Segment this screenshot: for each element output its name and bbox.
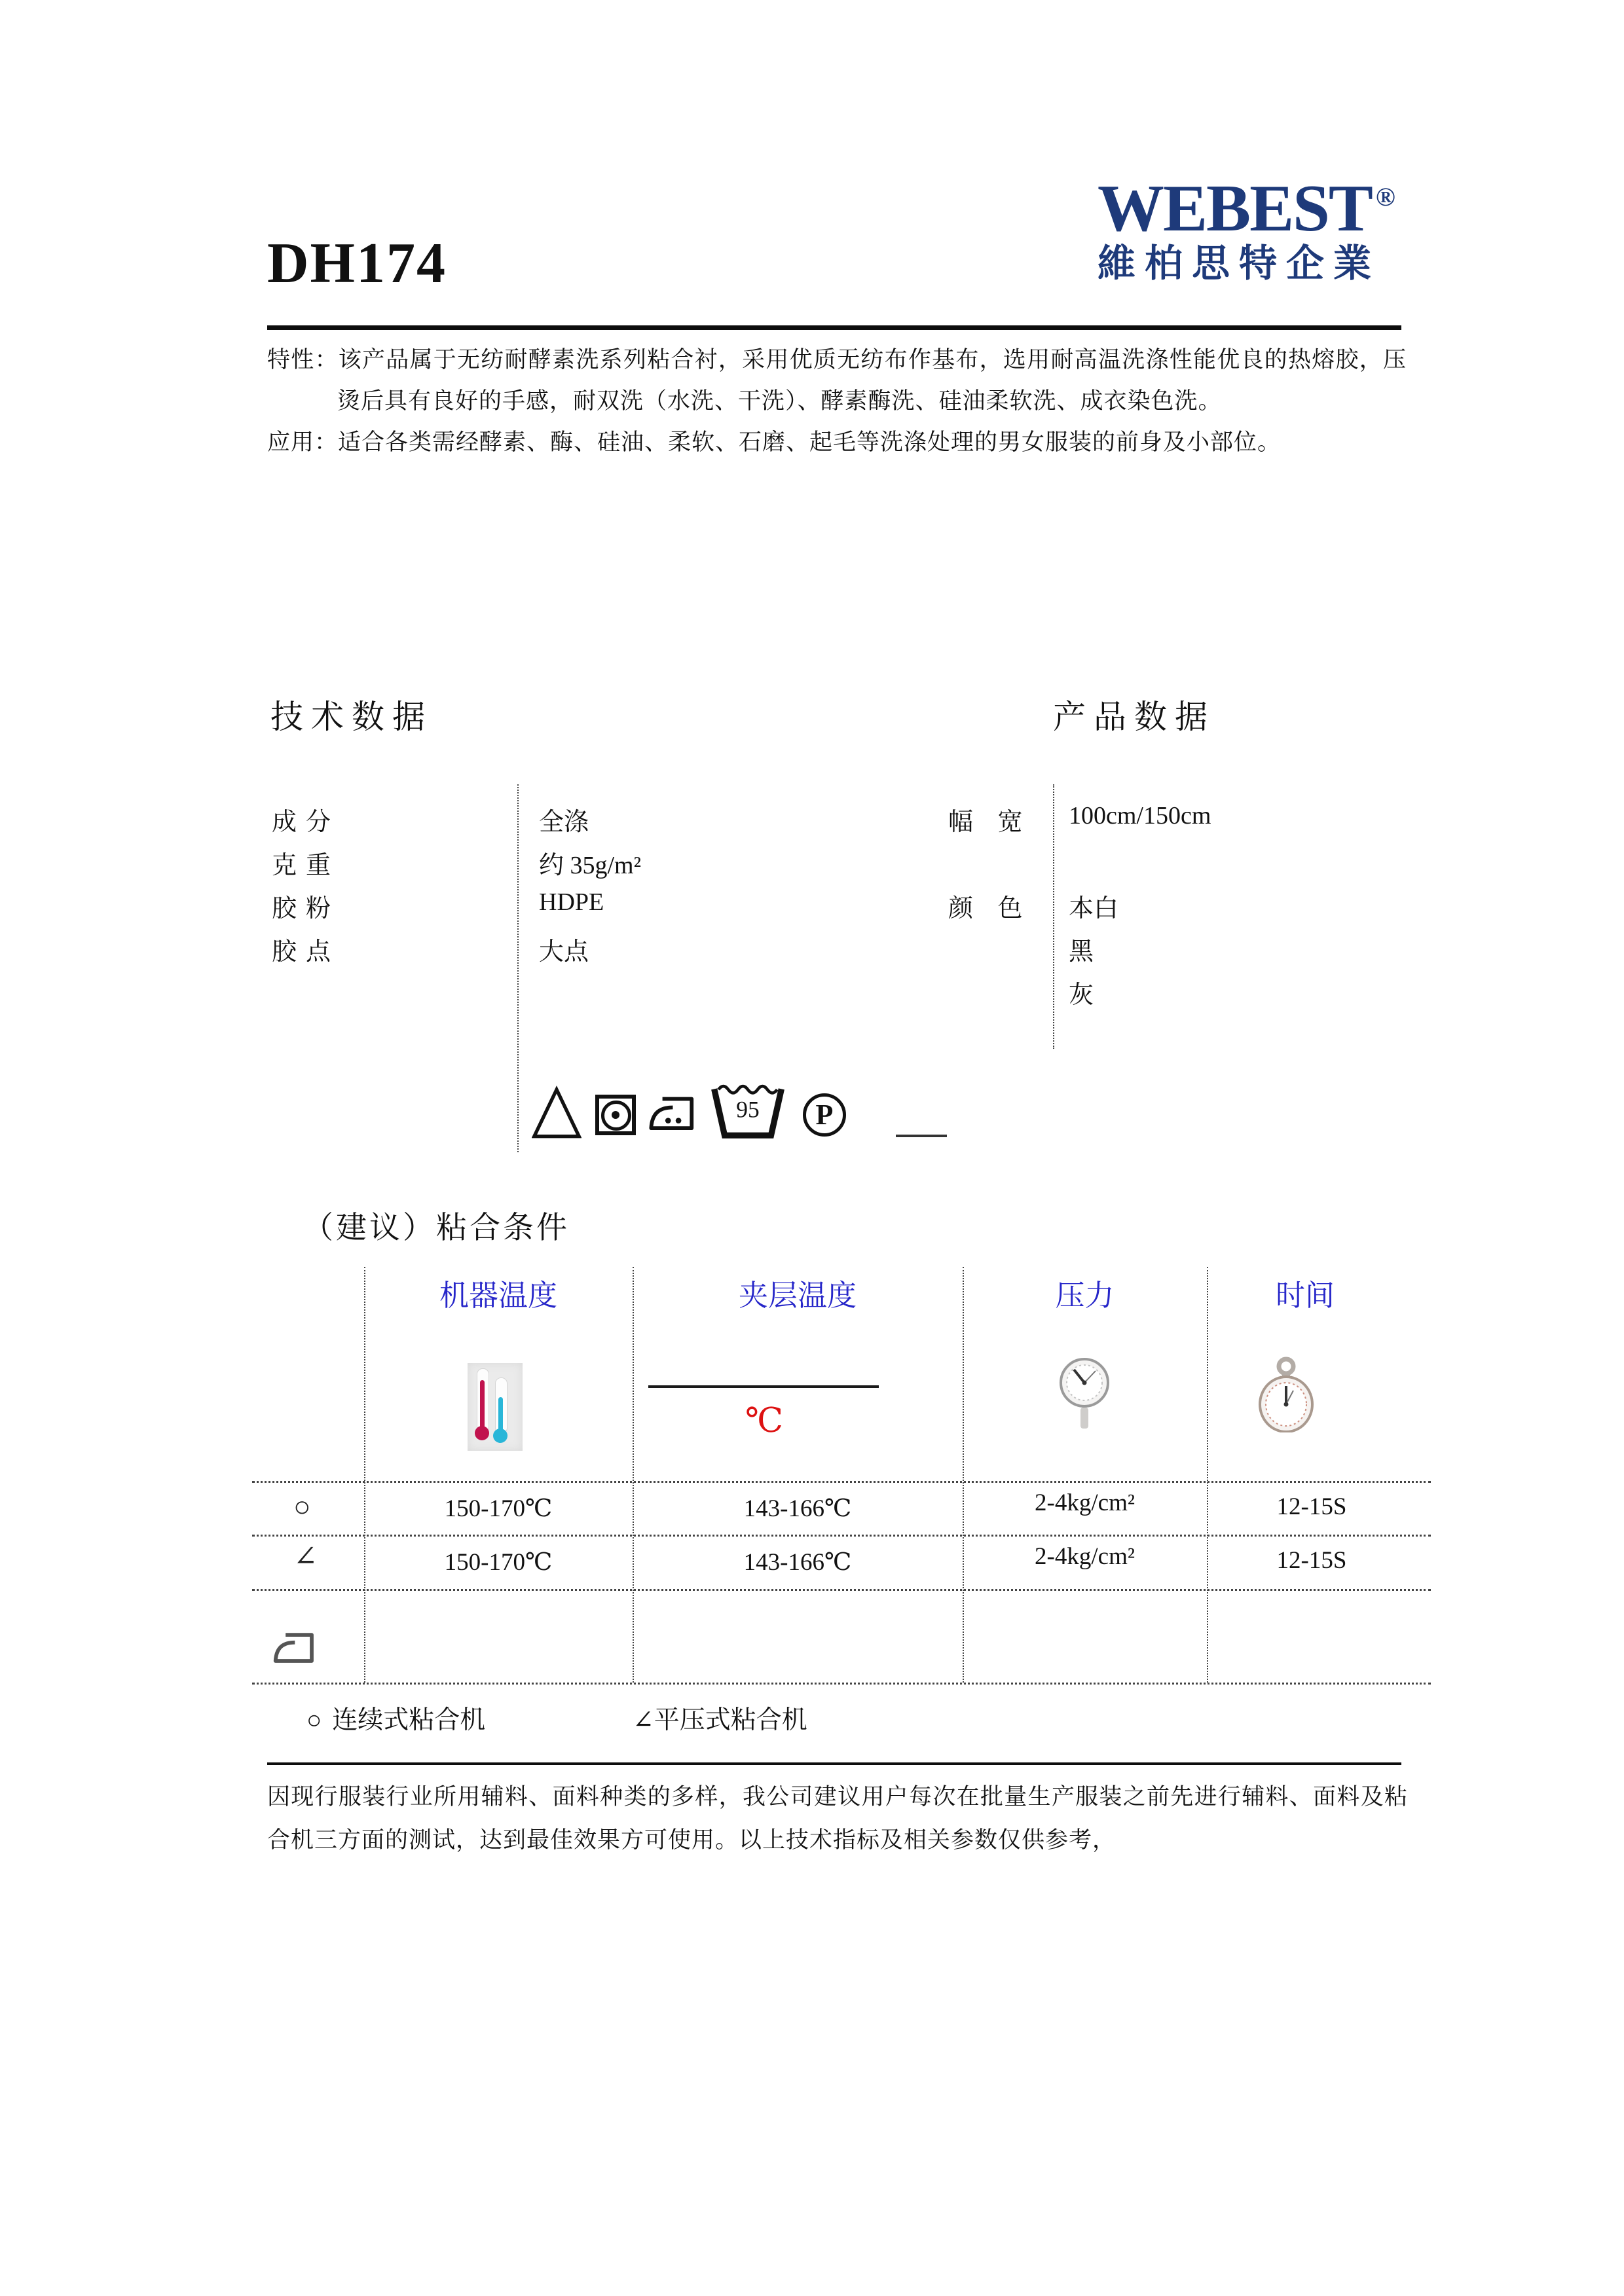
spec-label-dot: 胶点 — [272, 938, 341, 966]
product-code-title: DH174 — [267, 232, 447, 295]
header-divider — [267, 325, 1401, 330]
col-head-machine-temp: 机器温度 — [439, 1279, 557, 1312]
bonding-col-divider-4 — [1207, 1267, 1208, 1683]
bonding-col-divider-1 — [364, 1267, 365, 1683]
layer-temp-line — [648, 1385, 879, 1388]
spec-label-weight: 克重 — [272, 852, 341, 879]
legend-continuous-label: 连续式粘合机 — [332, 1706, 486, 1734]
col-head-pressure: 压力 — [1055, 1279, 1115, 1312]
spec-label-adhesive: 胶粉 — [272, 895, 341, 922]
legend-circle-symbol: ○ — [306, 1706, 322, 1734]
iron-row-icon — [272, 1631, 316, 1667]
spec-value-color-black: 黑 — [1069, 938, 1094, 966]
row1-layer-temp: 143-166℃ — [743, 1495, 852, 1522]
spec-value-composition: 全涤 — [539, 809, 589, 836]
legend-flat-press-machine — [633, 1700, 807, 1736]
bonding-col-divider-3 — [963, 1267, 964, 1683]
pressure-gauge-icon — [1058, 1357, 1111, 1434]
spec-value-adhesive: HDPE — [539, 888, 604, 916]
bonding-conditions-heading: （建议）粘合条件 — [303, 1211, 570, 1245]
bonding-row-divider-3 — [252, 1589, 1431, 1591]
bonding-row-divider-1 — [252, 1481, 1431, 1483]
application-paragraph: 应用：适合各类需经酵素、酶、硅油、柔软、石磨、起毛等洗涤处理的男女服装的前身及小部位。 — [267, 429, 1282, 455]
row1-machine-type-symbol: ○ — [293, 1491, 311, 1523]
row1-time: 12-15S — [1276, 1493, 1347, 1520]
dry-flat-line-mark — [896, 1135, 947, 1137]
footer-divider — [267, 1762, 1401, 1765]
thermometer-photo-icon — [468, 1363, 523, 1451]
row2-machine-temp: 150-170℃ — [444, 1549, 553, 1576]
spec-label-width: 幅 宽 — [948, 809, 1032, 836]
spec-value-width: 100cm/150cm — [1069, 802, 1211, 829]
wash-95-icon — [711, 1080, 784, 1140]
spec-value-color-natural: 本白 — [1069, 895, 1119, 922]
disclaimer-paragraph: 因现行服装行业所用辅料、面料种类的多样，我公司建议用户每次在批量生产服装之前先进行辅料、面料及粘合机三方面的测试，达到最佳效果方可使用。以上技术指标及相关参数仅供参考， — [267, 1784, 1408, 1853]
technical-data-heading: 技术数据 — [270, 699, 433, 735]
iron-care-icon — [648, 1095, 695, 1135]
product-data-heading: 产品数据 — [1053, 699, 1215, 735]
spec-label-color: 颜 色 — [948, 895, 1032, 922]
bonding-row-divider-2 — [252, 1535, 1431, 1537]
row2-layer-temp: 143-166℃ — [743, 1549, 852, 1576]
row2-machine-type-symbol: ∠ — [293, 1540, 318, 1573]
row2-time: 12-15S — [1276, 1547, 1347, 1574]
thermometer-red-bulb — [475, 1426, 489, 1440]
product-spec-divider — [1053, 784, 1054, 1049]
celsius-symbol: ℃ — [745, 1402, 784, 1440]
row2-pressure: 2-4kg/cm² — [1035, 1543, 1135, 1570]
spec-label-composition: 成分 — [272, 809, 341, 836]
col-head-time: 时间 — [1275, 1279, 1335, 1312]
tumble-dry-icon — [595, 1095, 636, 1135]
tech-spec-divider — [517, 784, 519, 1152]
spec-value-color-grey: 灰 — [1069, 981, 1094, 1009]
bonding-col-divider-2 — [633, 1267, 634, 1683]
logo-chinese-name: 維柏思特企業 — [1098, 242, 1381, 285]
bleach-triangle-icon — [532, 1085, 581, 1140]
logo-wordmark-text: WEBEST — [1098, 172, 1372, 246]
bonding-table-bottom-divider — [252, 1683, 1431, 1685]
stopwatch-icon — [1257, 1355, 1315, 1432]
features-paragraph: 特性：该产品属于无纺耐酵素洗系列粘合衬，采用优质无纺布作基布，选用耐高温洗涤性能优良的热熔胶，压烫后具有良好的手感，耐双洗（水洗、干洗）、酵素酶洗、硅油柔软洗、成衣染色洗。 — [267, 347, 1407, 414]
logo-wordmark — [1098, 172, 1399, 246]
registered-trademark-icon: ® — [1375, 182, 1395, 211]
dry-clean-p-icon: P — [803, 1093, 846, 1137]
thermometer-red-column — [480, 1380, 485, 1430]
legend-flat-press-label: 平压式粘合机 — [654, 1706, 807, 1734]
row1-machine-temp: 150-170℃ — [444, 1495, 553, 1522]
spec-value-dot: 大点 — [539, 938, 589, 966]
legend-angle-symbol: ∠ — [633, 1706, 654, 1734]
spec-value-weight: 约 35g/m² — [539, 852, 642, 879]
thermometer-blue-bulb — [493, 1429, 507, 1443]
col-head-layer-temp: 夹层温度 — [738, 1279, 857, 1312]
company-logo — [1098, 172, 1399, 286]
row1-pressure: 2-4kg/cm² — [1035, 1489, 1135, 1516]
tumble-dry-dot — [612, 1111, 619, 1119]
thermometer-blue-column — [498, 1397, 503, 1431]
wash-temp-number: 95 — [736, 1096, 760, 1123]
legend-continuous-machine — [306, 1700, 485, 1736]
